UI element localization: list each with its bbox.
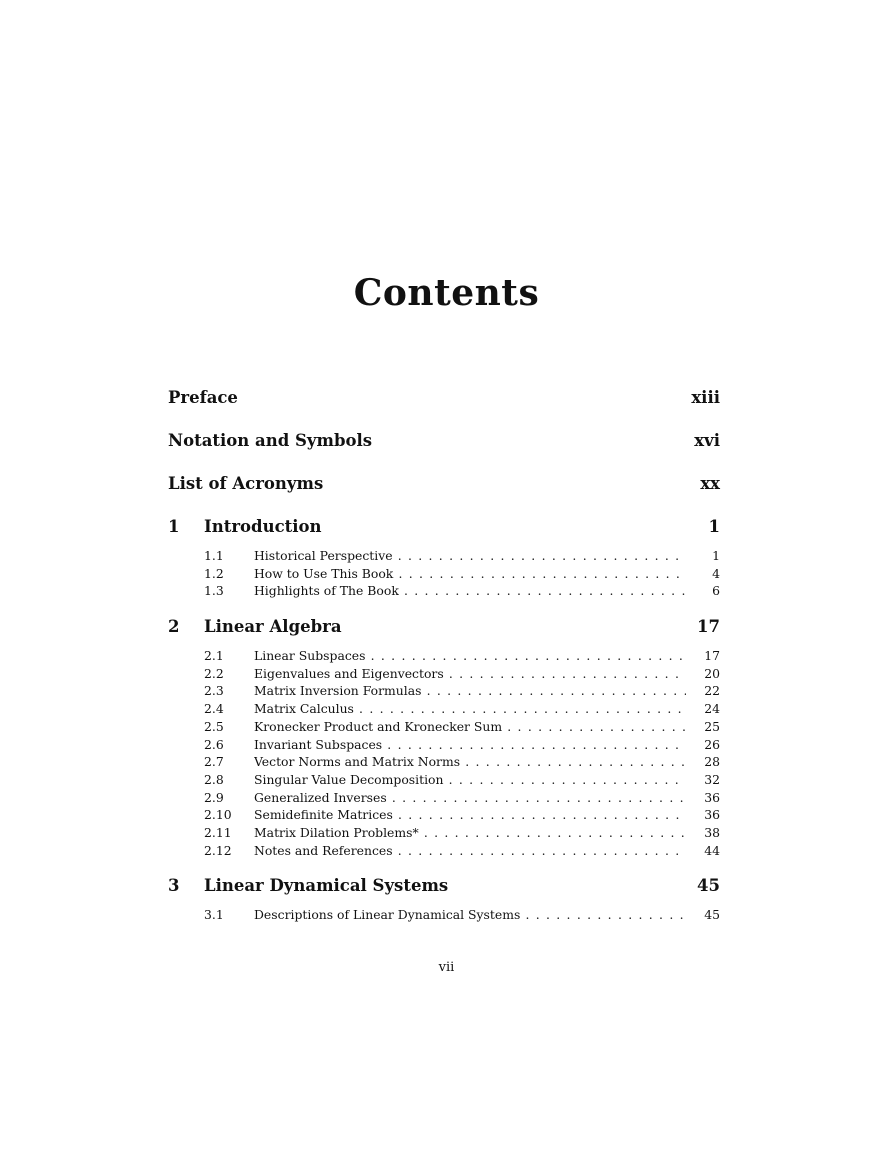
chapter-page: 17 — [697, 617, 720, 637]
toc-entry-page: xvi — [694, 431, 720, 450]
section-entry[interactable] — [204, 718, 720, 736]
toc-entry[interactable] — [168, 474, 720, 517]
section-number: 2.7 — [204, 754, 224, 770]
section-page: 6 — [712, 583, 720, 599]
toc-entry-title: Notation and Symbols — [168, 431, 373, 450]
section-page: 32 — [704, 771, 720, 787]
section-number: 1.2 — [204, 565, 224, 581]
section-title: Kronecker Product and Kronecker Sum . . . — [254, 718, 686, 736]
section-entry[interactable] — [204, 736, 720, 754]
page-number: vii — [438, 960, 455, 975]
section-list — [168, 906, 720, 924]
chapter-heading[interactable] — [168, 617, 720, 647]
section-page: 28 — [704, 754, 720, 770]
chapter-number: 1 — [168, 517, 180, 536]
chapter-title: Introduction — [204, 517, 322, 536]
section-entry[interactable] — [204, 682, 720, 700]
section-number: 2.9 — [204, 789, 224, 805]
section-page: 24 — [704, 701, 720, 717]
toc-entry-page: xiii — [691, 388, 720, 407]
section-title: Matrix Inversion Formulas . . . — [254, 682, 686, 700]
section-entry[interactable] — [204, 824, 720, 842]
chapter-block — [168, 876, 720, 924]
chapter-number: 3 — [168, 876, 180, 896]
toc-entry-title: List of Acronyms — [168, 474, 324, 493]
section-number: 2.11 — [204, 824, 232, 840]
section-number: 2.12 — [204, 842, 232, 858]
section-title: Vector Norms and Matrix Norms . . . — [254, 753, 686, 771]
section-number: 2.4 — [204, 701, 224, 717]
chapter-title: Linear Dynamical Systems — [204, 876, 449, 896]
chapter-block — [168, 617, 720, 859]
section-page: 1 — [712, 548, 720, 563]
section-page: 36 — [704, 789, 720, 805]
section-entry[interactable] — [204, 700, 720, 718]
toc-entry[interactable] — [168, 431, 720, 474]
section-title: Notes and References . . . — [254, 842, 686, 860]
section-number: 2.10 — [204, 807, 232, 823]
section-title: Invariant Subspaces . . . — [254, 736, 686, 754]
section-page: 20 — [704, 665, 720, 681]
chapter-list — [168, 517, 720, 924]
section-page: 26 — [704, 736, 720, 752]
section-title: Matrix Dilation Problems* . . . — [254, 824, 686, 842]
section-entry[interactable] — [204, 582, 720, 600]
section-page: 25 — [704, 718, 720, 734]
section-entry[interactable] — [204, 753, 720, 771]
toc-entry[interactable] — [168, 388, 720, 431]
section-title: Linear Subspaces . . . — [254, 647, 686, 665]
section-title: Matrix Calculus . . . — [254, 700, 686, 718]
table-of-contents — [168, 388, 720, 941]
section-title: Descriptions of Linear Dynamical Systems . . . — [254, 906, 686, 924]
section-number: 2.3 — [204, 683, 224, 699]
page-title: Contents — [353, 272, 540, 314]
section-number: 2.5 — [204, 718, 224, 734]
section-number: 1.1 — [204, 548, 224, 563]
toc-entry-title: Preface — [168, 388, 238, 407]
front-matter-list — [168, 388, 720, 517]
section-page: 22 — [704, 683, 720, 699]
section-title: How to Use This Book . . . — [254, 565, 686, 583]
section-number: 2.2 — [204, 665, 224, 681]
section-page: 38 — [704, 824, 720, 840]
section-number: 3.1 — [204, 907, 224, 923]
chapter-number: 2 — [168, 617, 180, 637]
section-entry[interactable] — [204, 771, 720, 789]
chapter-title: Linear Algebra — [204, 617, 342, 637]
section-number: 2.1 — [204, 648, 224, 664]
section-number: 2.6 — [204, 736, 224, 752]
section-entry[interactable] — [204, 647, 720, 665]
section-title: Highlights of The Book . . . — [254, 582, 686, 600]
section-list — [168, 547, 720, 600]
section-entry[interactable] — [204, 806, 720, 824]
chapter-block — [168, 517, 720, 600]
section-page: 17 — [704, 648, 720, 664]
chapter-heading[interactable] — [168, 876, 720, 906]
section-entry[interactable] — [204, 842, 720, 860]
section-entry[interactable] — [204, 789, 720, 807]
chapter-page: 45 — [697, 876, 720, 896]
section-entry[interactable] — [204, 906, 720, 924]
section-title: Generalized Inverses . . . — [254, 789, 686, 807]
section-title: Singular Value Decomposition . . . — [254, 771, 686, 789]
section-entry[interactable] — [204, 665, 720, 683]
section-page: 45 — [704, 907, 720, 923]
toc-entry-page: xx — [700, 474, 720, 493]
section-number: 1.3 — [204, 583, 224, 599]
section-page: 36 — [704, 807, 720, 823]
section-entry[interactable] — [204, 547, 720, 565]
chapter-heading[interactable] — [168, 517, 720, 547]
section-page: 4 — [712, 565, 720, 581]
section-number: 2.8 — [204, 771, 224, 787]
section-title: Historical Perspective . . . — [254, 547, 686, 565]
section-title: Eigenvalues and Eigenvectors . . . — [254, 665, 686, 683]
chapter-page: 1 — [708, 517, 720, 536]
section-list — [168, 647, 720, 859]
section-title: Semidefinite Matrices . . . — [254, 806, 686, 824]
section-entry[interactable] — [204, 565, 720, 583]
section-page: 44 — [704, 842, 720, 858]
